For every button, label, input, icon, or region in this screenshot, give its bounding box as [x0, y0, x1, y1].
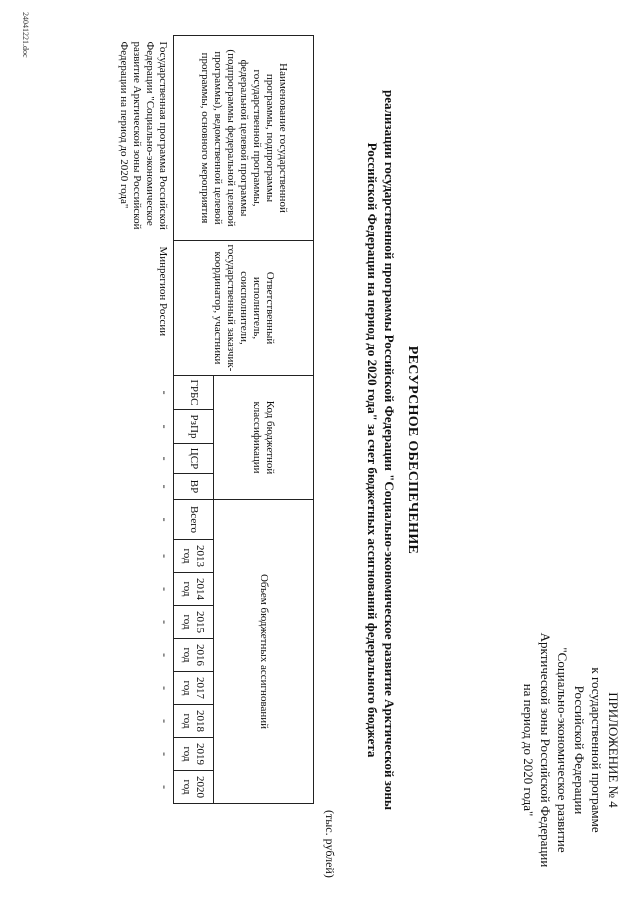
- header-name-cell: Наименование государственной программы, подпрограммы государственной программы, федеральной целевой программы (подпрограммы федеральной целевой программы), ведомственной целевой программы, основного мероприятия: [174, 36, 314, 241]
- subtitle-line: реализации государственной программы Российской Федерации "Социально-экономическое развитие Арктической зоны: [382, 90, 397, 810]
- header-year: 2016 год: [174, 639, 214, 672]
- subtitle-line: Российской Федерации на период до 2020 года" за счет бюджетных ассигнований федерального бюджета: [365, 142, 380, 758]
- header-total: Всего: [174, 500, 214, 540]
- header-year: 2014 год: [174, 573, 214, 606]
- row-value-year: -: [158, 752, 172, 756]
- row-value-year: -: [158, 620, 172, 624]
- row-value-total: -: [158, 517, 172, 522]
- appendix-line: Российской Федерации: [572, 685, 587, 815]
- header-csr: ЦСР: [174, 444, 214, 474]
- row-value-year: -: [158, 785, 172, 789]
- document-subtitle: [364, 60, 398, 840]
- row-value-year: -: [158, 719, 172, 723]
- row-executor: Минрегион России: [157, 246, 169, 337]
- row-value-year: -: [158, 686, 172, 690]
- appendix-line: к государственной программе: [589, 667, 604, 833]
- row-code-rzpr: -: [158, 424, 172, 429]
- unit-label: (тыс. рублей): [323, 810, 337, 878]
- document-title-block: [364, 60, 420, 840]
- row-value-year: -: [158, 554, 172, 558]
- header-year: 2020 год: [174, 771, 214, 804]
- appendix-line: "Социально-экономическое развитие: [555, 647, 570, 853]
- header-year: 2013 год: [174, 540, 214, 573]
- header-executor-cell: Ответственный исполнитель, соисполнители, государственный заказчик-координатор, участники: [174, 241, 314, 376]
- header-year: 2018 год: [174, 705, 214, 738]
- header-volume-cell: Объем бюджетных ассигнований: [214, 500, 314, 804]
- header-year: 2015 год: [174, 606, 214, 639]
- header-year: 2019 год: [174, 738, 214, 771]
- table-row: [104, 36, 174, 804]
- header-vr: ВР: [174, 474, 214, 500]
- appendix-note: [520, 600, 622, 900]
- header-grbs: ГРБС: [174, 376, 214, 410]
- row-code-vr: -: [158, 484, 172, 489]
- appendix-line: на период до 2020 года": [521, 683, 536, 817]
- row-code-csr: -: [158, 456, 172, 461]
- resource-table: [104, 35, 315, 804]
- header-rzpr: РзПр: [174, 410, 214, 444]
- row-value-year: -: [158, 587, 172, 591]
- document-title: РЕСУРСНОЕ ОБЕСПЕЧЕНИЕ: [405, 345, 420, 555]
- file-footer: 24041221.doc: [21, 12, 30, 58]
- row-code-grbs: -: [158, 390, 172, 395]
- header-code-cell: Код бюджетной классификации: [214, 376, 314, 500]
- row-program-name: Государственная программа Российской Федерации "Социально-экономическое развитие Арктической зоны Российской Федерации на период до 2020 года": [118, 41, 169, 230]
- appendix-line: Арктической зоны Российской Федерации: [538, 632, 553, 868]
- row-value-year: -: [158, 653, 172, 657]
- appendix-line: ПРИЛОЖЕНИЕ № 4: [606, 692, 621, 808]
- header-year: 2017 год: [174, 672, 214, 705]
